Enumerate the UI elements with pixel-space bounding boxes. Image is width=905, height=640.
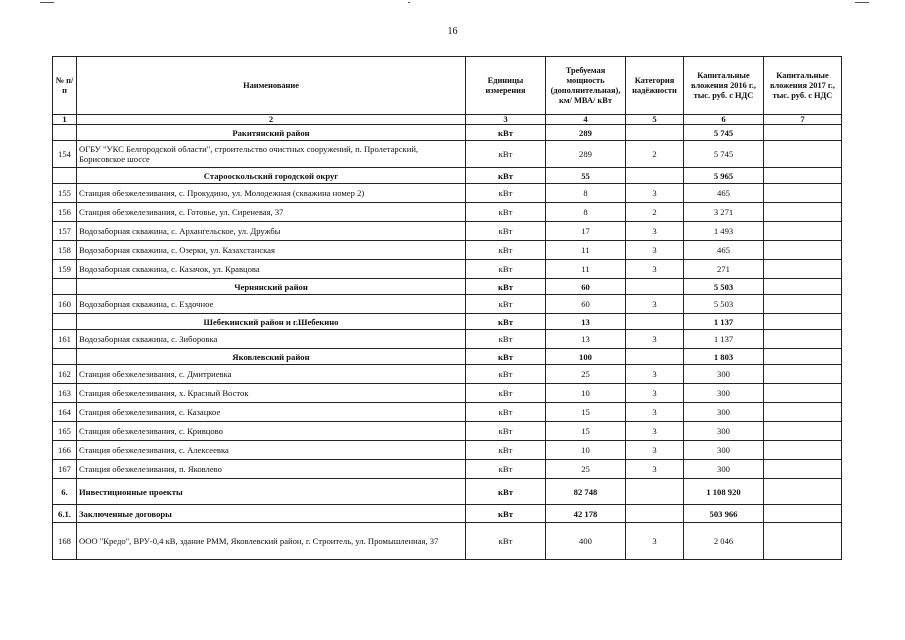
summary-row	[53, 479, 842, 505]
region-row	[53, 314, 842, 330]
table-row	[53, 184, 842, 203]
table-row	[53, 460, 842, 479]
row-name: ООО "Кредо", ВРУ-0,4 кВ, здание РММ, Яковлевский район, г. Строитель, ул. Промышленная, 37	[77, 523, 466, 560]
row-number: 168	[53, 523, 77, 560]
row-cap-2017	[764, 523, 842, 560]
row-unit: кВт	[466, 523, 546, 560]
row-name: Водозаборная скважина, с. Озерки, ул. Казахстанская	[77, 241, 466, 260]
row-power: 15	[546, 403, 626, 422]
row-cap-2016: 1 137	[684, 330, 764, 349]
table-body	[53, 125, 842, 560]
row-power: 10	[546, 441, 626, 460]
row-category	[626, 314, 684, 330]
row-name: Яковлевский район	[77, 349, 466, 365]
row-number: 160	[53, 295, 77, 314]
row-number	[53, 349, 77, 365]
row-cap-2016: 465	[684, 241, 764, 260]
row-cap-2017	[764, 125, 842, 141]
table-row	[53, 422, 842, 441]
row-unit: кВт	[466, 422, 546, 441]
row-unit: кВт	[466, 222, 546, 241]
column-index: 7	[764, 115, 842, 125]
row-number	[53, 314, 77, 330]
row-number: 158	[53, 241, 77, 260]
row-name: Шебекинский район и г.Шебекино	[77, 314, 466, 330]
row-category: 3	[626, 295, 684, 314]
row-number: 6.1.	[53, 505, 77, 523]
region-row	[53, 349, 842, 365]
row-power: 289	[546, 125, 626, 141]
table-row	[53, 260, 842, 279]
row-unit: кВт	[466, 330, 546, 349]
row-unit: кВт	[466, 203, 546, 222]
row-cap-2017	[764, 314, 842, 330]
column-index: 1	[53, 115, 77, 125]
header-cap-2017: Капитальные вложения 2017 г., тыс. руб. с НДС	[764, 57, 842, 115]
row-name: Водозаборная скважина, с. Казачок, ул. Кравцова	[77, 260, 466, 279]
row-cap-2017	[764, 384, 842, 403]
table-row	[53, 523, 842, 560]
row-unit: кВт	[466, 260, 546, 279]
row-power: 60	[546, 295, 626, 314]
row-number: 159	[53, 260, 77, 279]
table-row	[53, 441, 842, 460]
table-row	[53, 384, 842, 403]
row-cap-2017	[764, 422, 842, 441]
row-unit: кВт	[466, 125, 546, 141]
row-cap-2016: 300	[684, 403, 764, 422]
row-cap-2016: 271	[684, 260, 764, 279]
row-cap-2016: 3 271	[684, 203, 764, 222]
row-name: Водозаборная скважина, с. Ездочное	[77, 295, 466, 314]
header-unit: Единицы измерения	[466, 57, 546, 115]
row-power: 10	[546, 384, 626, 403]
row-cap-2016: 1 137	[684, 314, 764, 330]
row-power: 11	[546, 260, 626, 279]
row-category: 3	[626, 422, 684, 441]
row-cap-2016: 1 493	[684, 222, 764, 241]
row-cap-2017	[764, 295, 842, 314]
row-category	[626, 168, 684, 184]
row-power: 400	[546, 523, 626, 560]
row-name: Чернянский район	[77, 279, 466, 295]
header-name: Наименование	[77, 57, 466, 115]
row-power: 25	[546, 460, 626, 479]
row-cap-2017	[764, 222, 842, 241]
row-cap-2016: 300	[684, 441, 764, 460]
row-number	[53, 125, 77, 141]
row-unit: кВт	[466, 479, 546, 505]
page-number: 16	[447, 26, 458, 37]
top-edge-mark	[40, 2, 54, 3]
row-category	[626, 479, 684, 505]
row-power: 17	[546, 222, 626, 241]
region-row	[53, 279, 842, 295]
row-name: Станция обезжелезивания, с. Казацкое	[77, 403, 466, 422]
table-row	[53, 222, 842, 241]
row-cap-2016: 5 503	[684, 295, 764, 314]
row-category: 3	[626, 403, 684, 422]
row-cap-2017	[764, 260, 842, 279]
row-number: 161	[53, 330, 77, 349]
row-number: 163	[53, 384, 77, 403]
row-cap-2017	[764, 460, 842, 479]
row-unit: кВт	[466, 241, 546, 260]
region-row	[53, 168, 842, 184]
row-name: Водозаборная скважина, с. Архангельское, ул. Дружбы	[77, 222, 466, 241]
column-index: 3	[466, 115, 546, 125]
table-row	[53, 241, 842, 260]
row-power: 100	[546, 349, 626, 365]
row-cap-2017	[764, 141, 842, 168]
row-power: 11	[546, 241, 626, 260]
row-unit: кВт	[466, 295, 546, 314]
top-edge-mark	[408, 2, 410, 3]
row-unit: кВт	[466, 349, 546, 365]
row-unit: кВт	[466, 505, 546, 523]
row-category: 3	[626, 523, 684, 560]
row-cap-2017	[764, 241, 842, 260]
row-power: 8	[546, 203, 626, 222]
row-category: 3	[626, 441, 684, 460]
row-category: 2	[626, 141, 684, 168]
row-cap-2016: 5 745	[684, 125, 764, 141]
row-power: 55	[546, 168, 626, 184]
header-power: Требуемая мощность (дополнительная), км/ МВА/ кВт	[546, 57, 626, 115]
row-power: 8	[546, 184, 626, 203]
row-unit: кВт	[466, 403, 546, 422]
row-category: 3	[626, 330, 684, 349]
row-category	[626, 505, 684, 523]
row-name: Станция обезжелезивания, с. Готовье, ул. Сиреневая, 37	[77, 203, 466, 222]
header-cap-2016: Капитальные вложения 2016 г., тыс. руб. с НДС	[684, 57, 764, 115]
row-cap-2016: 300	[684, 384, 764, 403]
region-row	[53, 125, 842, 141]
table-row	[53, 403, 842, 422]
row-category	[626, 349, 684, 365]
row-cap-2017	[764, 168, 842, 184]
row-cap-2016: 5 503	[684, 279, 764, 295]
row-name: Заключенные договоры	[77, 505, 466, 523]
row-number	[53, 279, 77, 295]
row-name: ОГБУ "УКС Белгородской области", строительство очистных сооружений, п. Пролетарский, Борисовское шоссе	[77, 141, 466, 168]
row-power: 13	[546, 330, 626, 349]
row-power: 289	[546, 141, 626, 168]
row-cap-2016: 465	[684, 184, 764, 203]
table-row	[53, 295, 842, 314]
row-number: 156	[53, 203, 77, 222]
row-number: 157	[53, 222, 77, 241]
row-cap-2017	[764, 479, 842, 505]
row-number: 164	[53, 403, 77, 422]
row-name: Ракитянский район	[77, 125, 466, 141]
row-cap-2017	[764, 365, 842, 384]
row-unit: кВт	[466, 184, 546, 203]
row-cap-2016: 5 965	[684, 168, 764, 184]
row-cap-2017	[764, 403, 842, 422]
row-unit: кВт	[466, 460, 546, 479]
row-number: 154	[53, 141, 77, 168]
row-cap-2017	[764, 441, 842, 460]
row-power: 13	[546, 314, 626, 330]
row-number: 162	[53, 365, 77, 384]
summary-row	[53, 505, 842, 523]
row-name: Станция обезжелезивания, с. Прокудино, ул. Молодежная (скважина номер 2)	[77, 184, 466, 203]
row-name: Станция обезжелезивания, с. Дмитриевка	[77, 365, 466, 384]
row-cap-2016: 2 046	[684, 523, 764, 560]
row-category: 3	[626, 260, 684, 279]
row-category: 3	[626, 241, 684, 260]
header-category: Категория надёжности	[626, 57, 684, 115]
table-row	[53, 365, 842, 384]
row-unit: кВт	[466, 365, 546, 384]
row-category: 3	[626, 384, 684, 403]
column-index-row	[53, 115, 842, 125]
row-cap-2016: 1 108 920	[684, 479, 764, 505]
row-cap-2016: 5 745	[684, 141, 764, 168]
header-num: № п/п	[53, 57, 77, 115]
row-power: 15	[546, 422, 626, 441]
row-name: Инвестиционные проекты	[77, 479, 466, 505]
column-index: 4	[546, 115, 626, 125]
row-number: 155	[53, 184, 77, 203]
top-edge-mark	[855, 2, 869, 3]
row-cap-2017	[764, 349, 842, 365]
row-name: Станция обезжелезивания, п. Яковлево	[77, 460, 466, 479]
row-category: 2	[626, 203, 684, 222]
row-cap-2016: 300	[684, 460, 764, 479]
row-category: 3	[626, 460, 684, 479]
row-number: 167	[53, 460, 77, 479]
row-name: Старооскольский городской округ	[77, 168, 466, 184]
row-power: 82 748	[546, 479, 626, 505]
row-unit: кВт	[466, 384, 546, 403]
row-category	[626, 125, 684, 141]
row-name: Водозаборная скважина, с. Зиборовка	[77, 330, 466, 349]
table-row	[53, 330, 842, 349]
row-cap-2016: 1 803	[684, 349, 764, 365]
column-index: 2	[77, 115, 466, 125]
row-unit: кВт	[466, 441, 546, 460]
column-index: 6	[684, 115, 764, 125]
row-cap-2017	[764, 203, 842, 222]
row-power: 60	[546, 279, 626, 295]
row-cap-2017	[764, 279, 842, 295]
table-row	[53, 141, 842, 168]
table-row	[53, 203, 842, 222]
row-name: Станция обезжелезивания, с. Алексеевка	[77, 441, 466, 460]
row-unit: кВт	[466, 141, 546, 168]
row-name: Станция обезжелезивания, х. Красный Восток	[77, 384, 466, 403]
header-row	[53, 57, 842, 115]
row-category: 3	[626, 184, 684, 203]
row-cap-2017	[764, 330, 842, 349]
row-number: 165	[53, 422, 77, 441]
row-cap-2016: 503 966	[684, 505, 764, 523]
row-power: 25	[546, 365, 626, 384]
row-cap-2017	[764, 184, 842, 203]
row-category	[626, 279, 684, 295]
row-power: 42 178	[546, 505, 626, 523]
row-number: 6.	[53, 479, 77, 505]
row-unit: кВт	[466, 314, 546, 330]
column-index: 5	[626, 115, 684, 125]
row-category: 3	[626, 222, 684, 241]
row-cap-2017	[764, 505, 842, 523]
row-category: 3	[626, 365, 684, 384]
row-number: 166	[53, 441, 77, 460]
row-number	[53, 168, 77, 184]
row-cap-2016: 300	[684, 422, 764, 441]
row-unit: кВт	[466, 168, 546, 184]
row-name: Станция обезжелезивания, с. Кривцово	[77, 422, 466, 441]
row-cap-2016: 300	[684, 365, 764, 384]
row-unit: кВт	[466, 279, 546, 295]
investment-table	[52, 56, 842, 560]
